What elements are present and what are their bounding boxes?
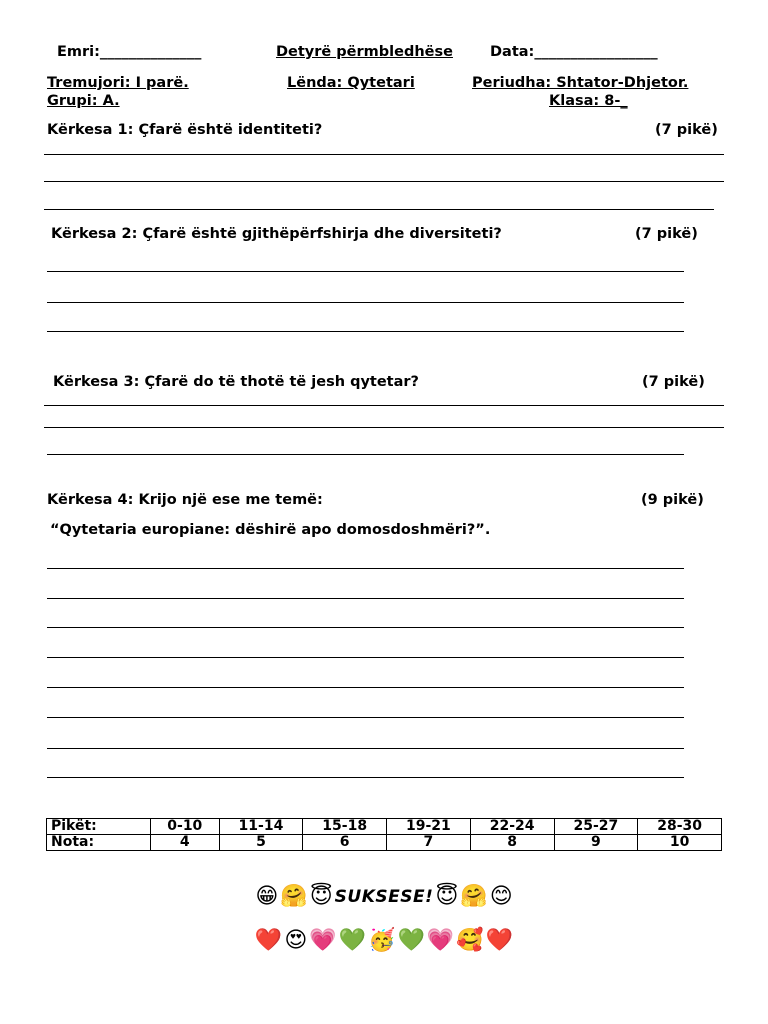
success-text: SUKSESE! [334,887,434,907]
answer-line [47,657,684,658]
answer-line [47,271,684,272]
points-range-cell: 22-24 [470,819,554,835]
grade-cell: 10 [638,835,722,851]
points-range-cell: 11-14 [219,819,303,835]
essay-topic: “Qytetaria europiane: dëshirë apo domosdoshmëri?”. [50,522,491,538]
period-label: Periudha: Shtator-Dhjetor. [472,75,689,91]
points-range-cell: 15-18 [303,819,387,835]
party-emoji-icon: 🥳 [368,928,396,953]
emoji-decoration-row [0,928,768,953]
red-heart-icon: ❤️ [485,928,514,953]
smiling-hearts-emoji-icon: 🥰 [456,928,484,953]
group-label: Grupi: A. [47,93,120,109]
answer-line [47,777,684,778]
question-2-points: (7 pikë) [635,226,698,242]
points-row-label: Pikët: [47,819,151,835]
pink-heart-icon: 💗 [309,928,337,953]
table-row [47,835,722,851]
green-heart-icon: 💚 [338,928,367,953]
hug-emoji-icon: 🤗 [280,884,308,909]
points-range-cell: 19-21 [387,819,471,835]
grade-cell: 5 [219,835,303,851]
grade-cell: 8 [470,835,554,851]
document-title: Detyrë përmbledhëse [276,44,453,60]
question-1-text: Kërkesa 1: Çfarë është identiteti? [47,122,323,138]
grade-cell: 9 [554,835,638,851]
grade-cell: 7 [387,835,471,851]
subject-label: Lënda: Qytetari [287,75,415,91]
answer-line [47,302,684,303]
answer-line [47,331,684,332]
question-4-text: Kërkesa 4: Krijo një ese me temë: [47,492,323,508]
answer-line [44,405,724,406]
answer-line [44,427,724,428]
grade-row-label: Nota: [47,835,151,851]
pink-heart-icon: 💗 [426,928,455,953]
class-label: Klasa: 8-_ [549,93,628,109]
question-3-points: (7 pikë) [642,374,705,390]
trimester-label: Tremujori: I parë. [47,75,189,91]
answer-line [47,717,684,718]
grade-cell: 4 [151,835,220,851]
halo-emoji-icon: 😇 [309,884,333,909]
smile-emoji-icon: 😊 [489,884,513,909]
halo-emoji-icon: 😇 [435,884,459,909]
points-range-cell: 28-30 [638,819,722,835]
answer-line [47,568,684,569]
grin-emoji-icon: 😁 [255,884,279,909]
red-heart-icon: ❤️ [254,928,283,953]
question-3-text: Kërkesa 3: Çfarë do të thotë të jesh qytetar? [53,374,419,390]
answer-line [44,181,724,182]
green-heart-icon: 💚 [397,928,425,953]
success-banner [0,884,768,909]
answer-line [47,627,684,628]
question-4-points: (9 pikë) [641,492,704,508]
heart-eyes-emoji-icon: 😍 [284,928,308,953]
grading-table [46,818,722,851]
hug-emoji-icon: 🤗 [460,884,488,909]
date-field-label: Data:_________________ [490,44,658,60]
answer-line [44,209,714,210]
question-2-text: Kërkesa 2: Çfarë është gjithëpërfshirja dhe diversiteti? [51,226,502,242]
table-row [47,819,722,835]
grade-cell: 6 [303,835,387,851]
answer-line [47,687,684,688]
answer-line [47,598,684,599]
answer-line [44,154,724,155]
question-1-points: (7 pikë) [655,122,718,138]
points-range-cell: 25-27 [554,819,638,835]
points-range-cell: 0-10 [151,819,220,835]
name-field-label: Emri:______________ [57,44,202,60]
answer-line [47,454,684,455]
answer-line [47,748,684,749]
